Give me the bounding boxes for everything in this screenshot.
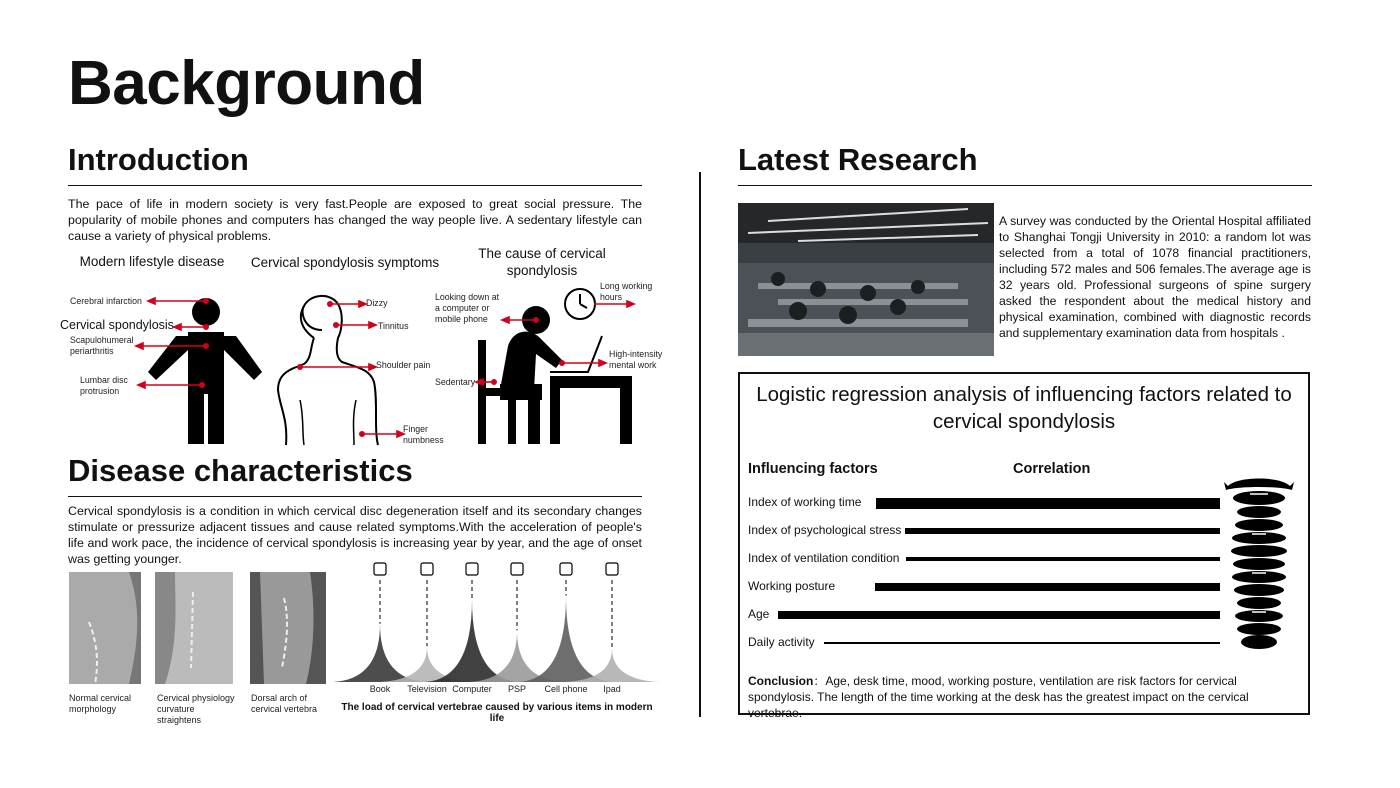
load-chart-labels <box>334 684 660 698</box>
factor-bar <box>905 528 1220 535</box>
factor-bar <box>906 557 1220 561</box>
load-item-label: Ipad <box>603 684 621 694</box>
introduction-heading: Introduction <box>68 142 249 177</box>
symptom-label-finger-numbness: Finger numbness <box>403 424 444 445</box>
lifestyle-label-1: Cerebral infarction <box>70 296 142 306</box>
load-chart-title: The load of cervical vertebrae caused by various items in modern life <box>341 702 653 724</box>
book-icon <box>374 563 386 575</box>
factor-label: Index of psychological stress <box>748 523 902 537</box>
gamepad-icon <box>511 563 523 575</box>
column-divider <box>699 172 701 717</box>
cause-label-looking-down: Looking down at a computer or mobile phone <box>435 292 500 324</box>
xray-caption-1: Normal cervical morphology <box>69 693 132 714</box>
factor-label: Index of working time <box>748 495 862 509</box>
lifestyle-label-2: Cervical spondylosis <box>60 318 174 332</box>
load-item-label: Computer <box>452 684 492 694</box>
factor-bar <box>778 611 1220 620</box>
factor-bar <box>876 498 1220 509</box>
symptom-label-dizzy: Dizzy <box>366 298 388 308</box>
spine-icon <box>1222 472 1296 654</box>
cause-figure-title: The cause of cervical spondylosis <box>478 246 606 278</box>
factor-label: Working posture <box>748 579 836 593</box>
disease-text: Cervical spondylosis is a condition in which cervical disc degeneration itself and its secondary changes stimulate or pressurize adjacent tissues and cause related symptoms.With the acceleration of people's life and work pace, the incidence of cervical spondylosis is increasing year by year, and the age of onset was getting younger. <box>68 504 642 566</box>
factor-label: Age <box>748 607 770 621</box>
disease-rule <box>68 496 642 497</box>
cause-label-mental-work: High-intensity mental work <box>609 349 663 370</box>
introduction-rule <box>68 185 642 186</box>
lifestyle-label-4: Lumbar disc protrusion <box>80 375 128 396</box>
research-text: A survey was conducted by the Oriental Hospital affiliated to Shanghai Tongji University in 2010: a random lot was selected from a total of 1078 financial practitioners, including 572 males and 506 females.The average age is 32 years old. Professional surgeons of spine surgery asked the respondent about the medical history and physical examination, combined with diagnostic records and supplementary examination data from hospitals . <box>999 214 1311 340</box>
lifestyle-label-3: Scapulohumeral periarthritis <box>70 335 134 356</box>
cause-label-sedentary: Sedentary <box>435 377 476 387</box>
load-item-label: Book <box>369 684 391 694</box>
xray-image-straightened <box>155 572 233 684</box>
tablet-icon <box>606 563 618 575</box>
research-heading: Latest Research <box>738 142 978 177</box>
load-item-label: Cell phone <box>544 684 588 694</box>
xray-image-normal <box>69 572 141 684</box>
factor-bar <box>875 583 1220 591</box>
symptom-label-shoulder-pain: Shoulder pain <box>376 360 431 370</box>
xray-image-dorsal-arch <box>250 572 326 684</box>
load-item-label: Television <box>407 684 447 694</box>
office-photo <box>738 203 994 356</box>
analysis-title: Logistic regression analysis of influencing factors related to cervical spondylosis <box>756 383 1292 433</box>
page-title: Background <box>68 49 425 118</box>
symptom-label-tinnitus: Tinnitus <box>378 321 409 331</box>
correlation-column-header: Correlation <box>1013 461 1091 477</box>
conclusion <box>748 673 1300 721</box>
research-rule <box>738 185 1312 186</box>
conclusion-text: ：Age, desk time, mood, working posture, ventilation are risk factors for cervical spondylosis. The length of the time working at the desk has the greatest impact on the cervical vertebrae. <box>748 674 1249 720</box>
cause-label-long-hours: Long working hours <box>600 281 653 302</box>
conclusion-label: Conclusion <box>748 674 814 688</box>
lifestyle-figure-title: Modern lifestyle disease <box>79 254 225 269</box>
xray-caption-3: Dorsal arch of cervical vertebra <box>251 693 318 714</box>
factor-label: Daily activity <box>748 635 815 649</box>
factor-bar <box>824 642 1220 644</box>
laptop-icon <box>466 563 478 575</box>
introduction-text: The pace of life in modern society is very fast.People are exposed to great social pressure. The popularity of mobile phones and computers has changed the way people live. A sedentary lifestyle can cause a variety of physical problems. <box>68 197 642 243</box>
xray-caption-2: Cervical physiology curvature straightens <box>157 693 235 725</box>
factor-label: Index of ventilation condition <box>748 551 900 565</box>
disease-heading: Disease characteristics <box>68 453 413 488</box>
symptoms-figure-title: Cervical spondylosis symptoms <box>250 255 440 270</box>
television-icon <box>421 563 433 575</box>
factors-column-header: Influencing factors <box>748 461 878 477</box>
cell-phone-icon <box>560 563 572 575</box>
load-peak-cell-phone <box>518 596 614 682</box>
load-item-label: PSP <box>507 684 526 694</box>
load-chart <box>334 558 660 686</box>
